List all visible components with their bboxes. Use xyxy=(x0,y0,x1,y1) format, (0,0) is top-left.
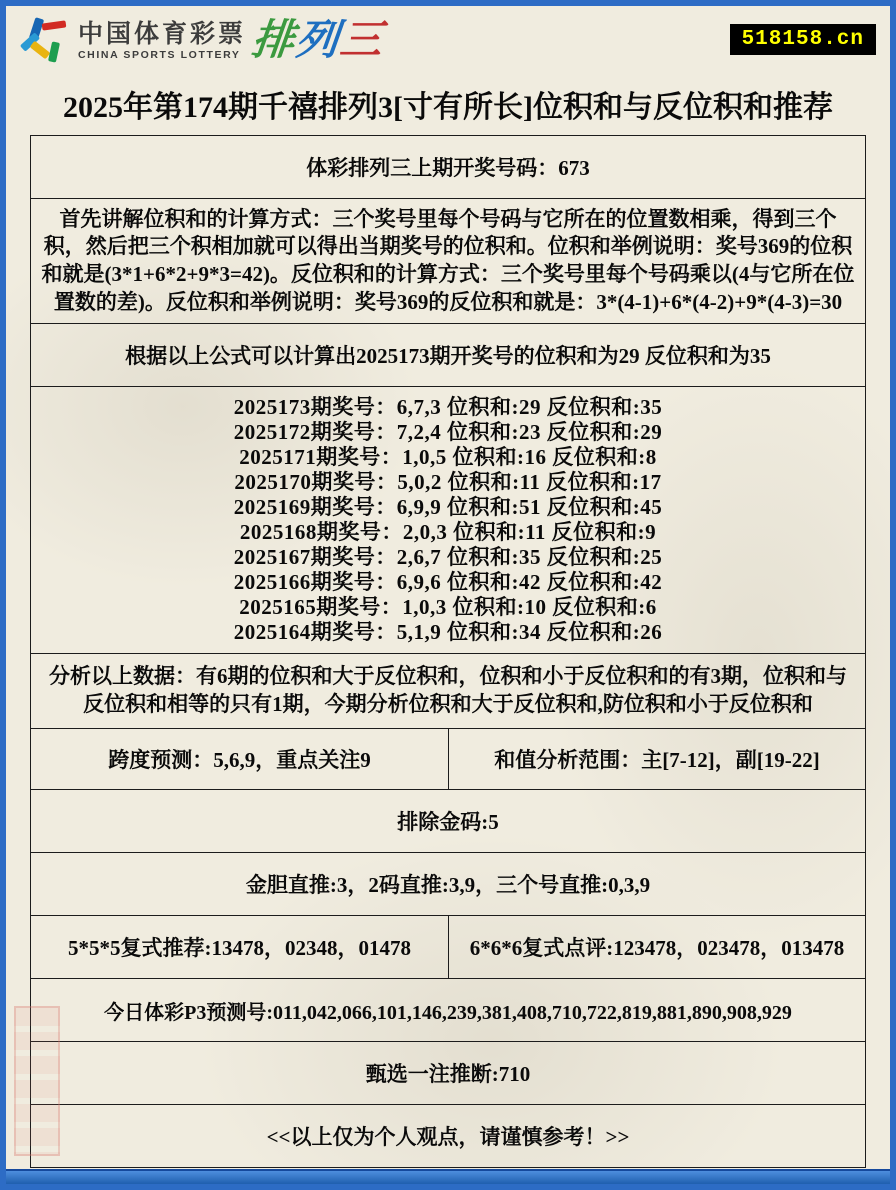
direct-push-box xyxy=(30,852,866,916)
today-prediction-box xyxy=(30,978,866,1042)
history-row: 2025171期奖号：1,0,5 位积和:16 反位积和:8 xyxy=(239,445,657,469)
sum-range-cell xyxy=(448,729,865,789)
history-row: 2025168期奖号：2,0,3 位积和:11 反位积和:9 xyxy=(239,520,657,544)
complex-666-text: 6*6*6复式点评:123478，023478，013478 xyxy=(469,936,845,960)
content-boxes xyxy=(30,135,866,1168)
sports-lottery-logo-icon xyxy=(18,16,70,66)
history-row: 2025167期奖号：2,6,7 位积和:35 反位积和:25 xyxy=(233,545,663,569)
span-prediction-text: 跨度预测：5,6,9，重点关注9 xyxy=(108,748,371,772)
span-prediction-cell xyxy=(31,729,448,789)
history-row: 2025172期奖号：7,2,4 位积和:23 反位积和:29 xyxy=(233,420,663,444)
exclude-gold-box xyxy=(30,789,866,853)
complex-555-text: 5*5*5复式推荐:13478，02348，01478 xyxy=(68,936,411,960)
today-prediction-text: 今日体彩P3预测号:011,042,066,101,146,239,381,408,710,722,819,881,890,908,929 xyxy=(104,1001,792,1024)
last-draw-text: 体彩排列三上期开奖号码：673 xyxy=(306,156,590,180)
history-row: 2025173期奖号：6,7,3 位积和:29 反位积和:35 xyxy=(233,395,663,419)
last-draw-box xyxy=(30,135,866,199)
history-row: 2025165期奖号：1,0,3 位积和:10 反位积和:6 xyxy=(239,595,657,619)
page-title: 2025年第174期千禧排列3[寸有所长]位积和与反位积和推荐 xyxy=(63,91,833,124)
single-pick-text: 甄选一注推断:710 xyxy=(365,1062,531,1086)
history-row: 2025169期奖号：6,9,9 位积和:51 反位积和:45 xyxy=(233,495,663,519)
complex-recommend-box xyxy=(30,915,866,979)
explanation-text: 首先讲解位积和的计算方式：三个奖号里每个号码与它所在的位置数相乘，得到三个积，然后把三个积相加就可以得出当期奖号的位积和。位积和举例说明：奖号369的位积和就是(3*1+6*2+9*3=42)。反位积和的计算方式：三个奖号里每个号码乘以(4与它所在位置数的差)。反位积和举例说明：奖号369的反位积和就是：3*(4-1)+6*(4-2)+9*(4-3)=30 xyxy=(41,206,855,314)
pailie3-brand-logo xyxy=(250,20,386,62)
formula-result-box xyxy=(30,323,866,387)
analysis-box xyxy=(30,653,866,729)
complex-666-cell xyxy=(448,916,865,978)
brand-char: 列 xyxy=(293,18,343,64)
history-row: 2025166期奖号：6,9,6 位积和:42 反位积和:42 xyxy=(233,570,663,594)
logo-cn-label: 中国体育彩票 xyxy=(78,19,247,48)
brand-char: 三 xyxy=(337,18,387,64)
history-list xyxy=(30,386,866,654)
logo-en-label: CHINA SPORTS LOTTERY xyxy=(78,48,241,61)
bottom-frame-bar xyxy=(6,1169,890,1184)
brand-char: 排 xyxy=(249,18,299,64)
analysis-text: 分析以上数据：有6期的位积和大于反位积和，位积和小于反位积和的有3期，位积和与反位积和相等的只有1期，今期分析位积和大于反位积和,防位积和小于反位积和 xyxy=(49,664,847,716)
exclude-gold-text: 排除金码:5 xyxy=(397,810,499,834)
single-pick-box xyxy=(30,1041,866,1105)
page-header xyxy=(6,6,890,68)
china-sports-lottery-logo xyxy=(18,16,387,66)
formula-result-text: 根据以上公式可以计算出2025173期开奖号的位积和为29 反位积和为35 xyxy=(125,344,771,368)
seal-decoration xyxy=(14,1006,60,1156)
site-url-badge[interactable]: 518158.cn xyxy=(730,24,876,55)
logo-text xyxy=(78,19,247,61)
complex-555-cell xyxy=(31,916,448,978)
explanation-box xyxy=(30,198,866,324)
disclaimer-text: <<以上仅为个人观点，请谨慎参考！>> xyxy=(266,1125,630,1149)
direct-push-text: 金胆直推:3，2码直推:3,9，三个号直推:0,3,9 xyxy=(245,873,651,897)
disclaimer-box xyxy=(30,1104,866,1168)
sum-range-text: 和值分析范围：主[7-12]，副[19-22] xyxy=(494,748,820,772)
history-row: 2025170期奖号：5,0,2 位积和:11 反位积和:17 xyxy=(234,470,662,494)
span-and-sum-box xyxy=(30,728,866,790)
history-row: 2025164期奖号：5,1,9 位积和:34 反位积和:26 xyxy=(233,620,663,644)
